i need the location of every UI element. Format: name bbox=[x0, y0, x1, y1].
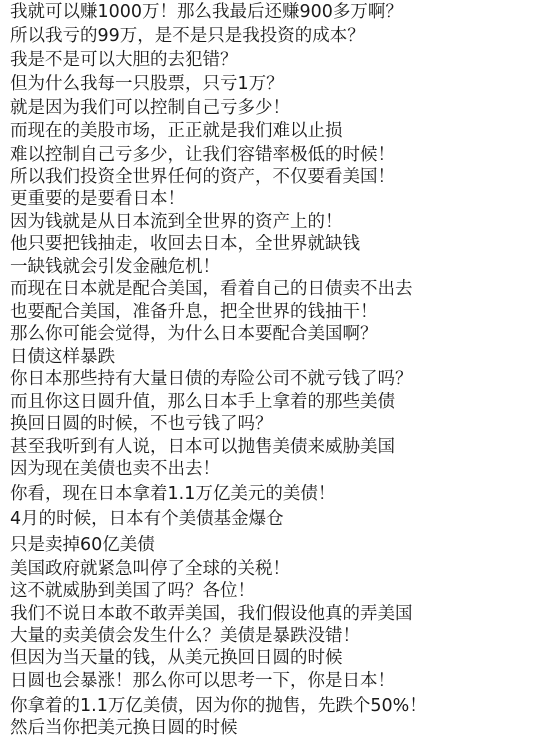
text-line: 但因为当天量的钱，从美元换回日圆的时候 bbox=[10, 648, 343, 668]
text-line: 而现在的美股市场，正正就是我们难以止损 bbox=[10, 121, 343, 141]
text-line: 所以我亏的99万，是不是只是我投资的成本？ bbox=[10, 26, 365, 46]
text-line: 4月的时候，日本有个美债基金爆仓 bbox=[10, 509, 284, 529]
text-line: 我们不说日本敢不敢弄美国，我们假设他真的弄美国 bbox=[10, 604, 413, 624]
text-line: 甚至我听到有人说，日本可以抛售美债来威胁美国 bbox=[10, 437, 395, 457]
text-line: 但为什么我每一只股票，只亏1万？ bbox=[10, 74, 284, 94]
text-line: 我就可以赚1000万！那么我最后还赚900多万啊？ bbox=[10, 2, 403, 22]
text-line: 你拿着的1.1万亿美债，因为你的抛售，先跌个50%！ bbox=[10, 696, 427, 716]
text-line: 这不就威胁到美国了吗？各位！ bbox=[10, 581, 255, 601]
text-line: 因为钱就是从日本流到全世界的资产上的！ bbox=[10, 212, 343, 232]
text-line: 日债这样暴跌 bbox=[10, 347, 115, 367]
text-line: 换回日圆的时候，不也亏钱了吗？ bbox=[10, 414, 273, 434]
text-line: 因为现在美债也卖不出去！ bbox=[10, 459, 220, 479]
text-line: 难以控制自己亏多少，让我们容错率极低的时候！ bbox=[10, 145, 395, 165]
text-line: 就是因为我们可以控制自己亏多少！ bbox=[10, 98, 290, 118]
text-line: 而现在日本就是配合美国，看着自己的日债卖不出去 bbox=[10, 279, 413, 299]
text-line: 那么你可能会觉得，为什么日本要配合美国啊？ bbox=[10, 324, 378, 344]
text-line: 他只要把钱抽走，收回去日本，全世界就缺钱 bbox=[10, 234, 360, 254]
text-line: 然后当你把美元换日圆的时候 bbox=[10, 718, 238, 738]
text-line: 你看，现在日本拿着1.1万亿美元的美债！ bbox=[10, 484, 336, 504]
text-line: 大量的卖美债会发生什么？美债是暴跌没错！ bbox=[10, 626, 360, 646]
text-line: 而且你这日圆升值，那么日本手上拿着的那些美债 bbox=[10, 392, 395, 412]
text-line: 所以我们投资全世界任何的资产，不仅要看美国！ bbox=[10, 167, 395, 187]
text-line: 美国政府就紧急叫停了全球的关税！ bbox=[10, 559, 290, 579]
text-line: 我是不是可以大胆的去犯错？ bbox=[10, 50, 238, 70]
text-line: 日圆也会暴涨！那么你可以思考一下，你是日本！ bbox=[10, 671, 395, 691]
text-line: 只是卖掉60亿美债 bbox=[10, 535, 155, 555]
text-line: 你日本那些持有大量日债的寿险公司不就亏钱了吗？ bbox=[10, 369, 413, 389]
text-line: 更重要的是要看日本！ bbox=[10, 189, 185, 209]
text-line: 一缺钱就会引发金融危机！ bbox=[10, 257, 220, 277]
text-line: 也要配合美国，准备升息，把全世界的钱抽干！ bbox=[10, 302, 378, 322]
